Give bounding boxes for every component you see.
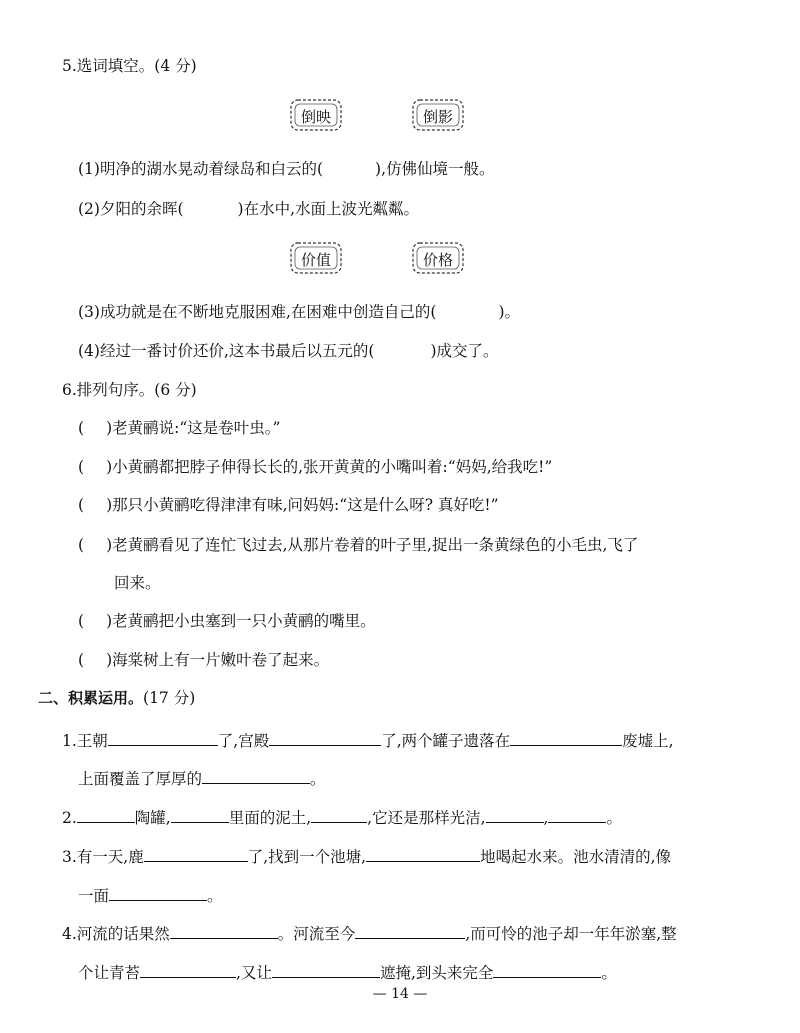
- q5-item-1: [78, 159, 495, 179]
- q6-item: [78, 418, 280, 438]
- q-text: ,又让: [236, 964, 272, 982]
- fill-blank[interactable]: [493, 961, 601, 978]
- fill-blank[interactable]: [311, 806, 367, 823]
- q-text: 陶罐,: [134, 809, 171, 827]
- q-text: 了,两个罐子遗落在: [381, 732, 511, 750]
- item-text: ),仿佛仙境一般。: [375, 160, 495, 178]
- word-option: 倒影: [422, 108, 453, 126]
- paren: (: [78, 419, 85, 437]
- fill-blank[interactable]: [548, 806, 606, 823]
- paren: (: [78, 458, 85, 476]
- item-text: (1)明净的湖水晃动着绿岛和白云的(: [78, 160, 324, 178]
- q-text: 废墟上,: [622, 732, 674, 750]
- paren: ): [106, 458, 113, 476]
- item-text: 那只小黄鹂吃得津津有味,问妈妈:“这是什么呀? 真好吃!”: [112, 496, 499, 514]
- fill-blank[interactable]: [140, 961, 236, 978]
- q5-item-2: [78, 199, 419, 219]
- fill-blank[interactable]: [77, 806, 135, 823]
- paren: (: [78, 651, 85, 669]
- q-text: 。: [601, 964, 617, 982]
- q-text: 上面覆盖了厚厚的: [78, 770, 203, 788]
- item-text: 老黄鹂把小虫塞到一只小黄鹂的嘴里。: [112, 612, 376, 630]
- q6-item: [78, 611, 376, 631]
- section-score: (17 分): [143, 689, 196, 707]
- q-text: 4.河流的话果然: [62, 925, 170, 943]
- fill-blank[interactable]: [272, 961, 380, 978]
- q-text: 了,宫殿: [217, 732, 270, 750]
- paren: ): [106, 651, 113, 669]
- paren: ): [106, 419, 113, 437]
- q5-item-4: [78, 341, 499, 361]
- paren: ): [106, 536, 113, 554]
- s2-q3-line1: [62, 845, 671, 867]
- paren: ): [106, 496, 113, 514]
- fill-blank[interactable]: [144, 845, 248, 862]
- q6-item: [78, 495, 499, 515]
- word-box-3: [288, 240, 344, 276]
- paren: (: [78, 496, 85, 514]
- fill-blank[interactable]: [202, 767, 310, 784]
- paren: (: [78, 536, 85, 554]
- s2-q1-line1: [62, 729, 674, 751]
- word-option: 价值: [300, 251, 331, 269]
- word-box-1: [288, 97, 344, 133]
- q-text: 。: [207, 887, 223, 905]
- page-number: — 14 —: [372, 986, 428, 1002]
- q-text: 。河流至今: [277, 925, 356, 943]
- q-text: 。: [310, 770, 326, 788]
- q5-item-3: [78, 302, 520, 322]
- word-option: 倒映: [300, 108, 331, 126]
- s2-q2: [62, 806, 622, 828]
- q-text: 个让青苔: [78, 964, 141, 982]
- section-title: 二、积累运用。: [38, 689, 144, 707]
- q6-item-cont: 回来。: [114, 574, 161, 592]
- q-text: ,它还是那样光洁,: [367, 809, 486, 827]
- fill-blank[interactable]: [486, 806, 544, 823]
- q6-item: [78, 535, 638, 555]
- item-text: )在水中,水面上波光粼粼。: [237, 200, 419, 218]
- section-2-heading: [38, 688, 195, 708]
- fill-blank[interactable]: [269, 729, 381, 746]
- paren: (: [78, 612, 85, 630]
- fill-blank[interactable]: [510, 729, 622, 746]
- q-text: ,: [543, 809, 549, 827]
- s2-q1-line2: [78, 767, 326, 789]
- item-text: )成交了。: [430, 342, 499, 360]
- item-text: 小黄鹂都把脖子伸得长长的,张开黄黄的小嘴叫着:“妈妈,给我吃!”: [112, 458, 553, 476]
- s2-q4-line2: [78, 961, 617, 983]
- fill-blank[interactable]: [355, 922, 465, 939]
- q-text: ,而可怜的池子却一年年淤塞,整: [465, 925, 677, 943]
- item-text: (3)成功就是在不断地克服困难,在困难中创造自己的(: [78, 303, 437, 321]
- q-text: 了,找到一个池塘,: [247, 848, 367, 866]
- s2-q3-line2: [78, 884, 223, 906]
- q-text: 2.: [62, 809, 77, 827]
- fill-blank[interactable]: [366, 845, 480, 862]
- item-text: 老黄鹂看见了连忙飞过去,从那片卷着的叶子里,捉出一条黄绿色的小毛虫,飞了: [112, 536, 639, 554]
- item-text: 老黄鹂说:“这是卷叶虫。”: [112, 419, 281, 437]
- word-option: 价格: [422, 251, 453, 269]
- q-text: 遮掩,到头来完全: [379, 964, 494, 982]
- fill-blank[interactable]: [171, 806, 229, 823]
- q-text: 。: [606, 809, 622, 827]
- q-text: 3.有一天,鹿: [62, 848, 144, 866]
- item-text: (4)经过一番讨价还价,这本书最后以五元的(: [78, 342, 375, 360]
- item-text: (2)夕阳的余晖(: [78, 200, 184, 218]
- q-text: 里面的泥土,: [228, 809, 312, 827]
- word-box-2: [410, 97, 466, 133]
- fill-blank[interactable]: [108, 729, 218, 746]
- q6-item: [78, 650, 329, 670]
- fill-blank[interactable]: [170, 922, 278, 939]
- fill-blank[interactable]: [109, 884, 207, 901]
- q6-title: 6.排列句序。(6 分): [62, 381, 197, 399]
- q-text: 地喝起水来。池水清清的,像: [480, 848, 672, 866]
- q5-title: 5.选词填空。(4 分): [62, 57, 197, 75]
- q-text: 1.王朝: [62, 732, 108, 750]
- item-text: )。: [498, 303, 520, 321]
- item-text: 海棠树上有一片嫩叶卷了起来。: [112, 651, 330, 669]
- s2-q4-line1: [62, 922, 677, 944]
- word-box-4: [410, 240, 466, 276]
- q6-item: [78, 457, 552, 477]
- q-text: 一面: [78, 887, 110, 905]
- paren: ): [106, 612, 113, 630]
